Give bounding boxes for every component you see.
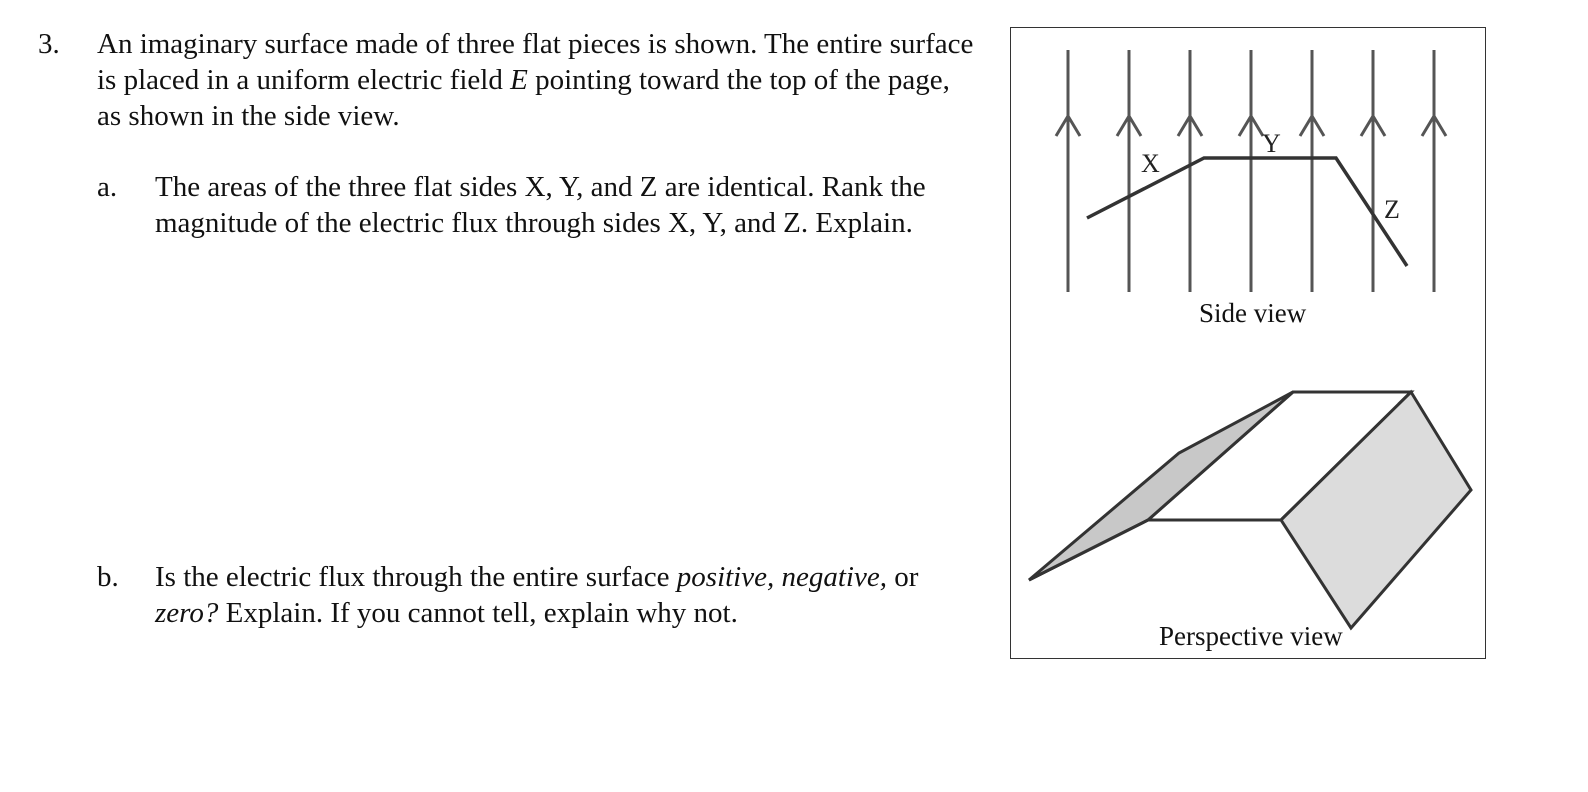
part-b-positive: positive,: [676, 561, 775, 593]
field-symbol: E: [510, 64, 528, 96]
part-b-label: b.: [97, 561, 119, 593]
intro-text-end: pointing toward the top of the page, as shown in the side view.: [97, 64, 950, 132]
question-intro: [97, 26, 977, 134]
part-b-text: [155, 559, 975, 631]
perspective-caption: Perspective view: [1159, 621, 1343, 651]
figure-svg: [1011, 28, 1487, 660]
intro-text-start: An imaginary surface made of three flat pieces is shown. The entire surface is placed in a uniform electric field: [97, 28, 974, 96]
field-lines: [1056, 50, 1446, 292]
part-b-negative: negative,: [781, 561, 887, 593]
part-b-zero: zero?: [155, 597, 219, 629]
part-a-label: a.: [97, 171, 118, 203]
question-number: 3.: [38, 28, 60, 60]
label-z: Z: [1384, 195, 1400, 224]
label-y: Y: [1262, 129, 1281, 158]
part-b-text-4: Explain. If you cannot tell, explain why not.: [218, 597, 738, 629]
label-x: X: [1141, 149, 1160, 178]
side-view-surface: [1087, 158, 1407, 266]
part-b-text-3: or: [886, 561, 919, 593]
part-a-text: The areas of the three flat sides X, Y, and Z are identical. Rank the magnitude of the electric flux through sides X, Y, and Z. Explain.: [155, 171, 926, 239]
part-b-text-1: Is the electric flux through the entire surface: [155, 561, 677, 593]
side-view-caption: Side view: [1199, 298, 1307, 328]
figure-panel: [1010, 27, 1486, 659]
perspective-drawing: [1029, 392, 1471, 628]
